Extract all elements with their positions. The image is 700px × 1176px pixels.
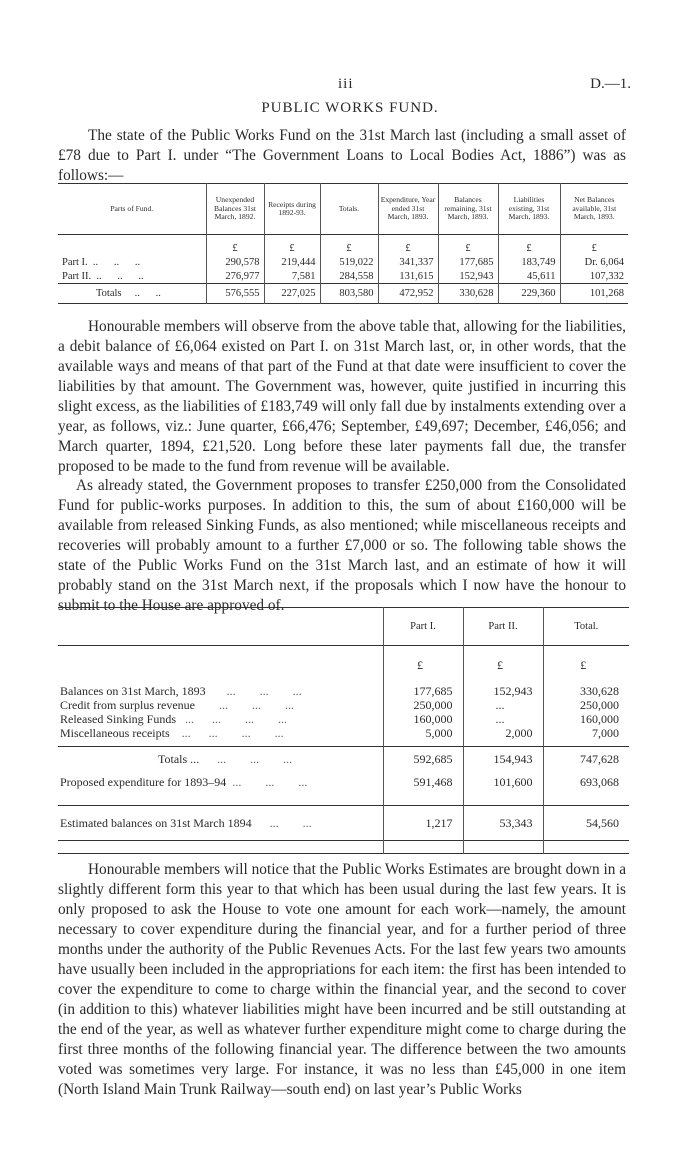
table-row — [58, 684, 629, 698]
row-label: Part II. .. .. .. — [62, 270, 144, 282]
currency-symbol: £ — [383, 646, 463, 685]
page-header — [0, 76, 700, 98]
row-label: Part I. .. .. .. — [62, 256, 141, 268]
intro-paragraph: The state of the Public Works Fund on the 31st March last (including a small asset of £78 due to Part I. under “The Government Loans to Local Bodies Act, 1886”) was as follows:— — [58, 127, 626, 184]
table-row — [58, 698, 629, 712]
table-row — [58, 269, 628, 284]
table-cell: 472,952 — [378, 284, 438, 304]
table-cell: 53,343 — [463, 806, 543, 841]
leader-dots: ... ... ... ... — [181, 725, 284, 740]
currency-symbol: £ — [463, 646, 543, 685]
fund-estimate-table — [58, 607, 629, 854]
totals-row — [58, 284, 628, 304]
table-cell: 131,615 — [378, 269, 438, 284]
row-label: Totals ... — [158, 751, 200, 766]
currency-symbol: £ — [206, 235, 264, 256]
table-cell: 107,332 — [560, 269, 628, 284]
table-cell: 519,022 — [320, 255, 378, 269]
section-title: PUBLIC WORKS FUND. — [261, 100, 439, 116]
row-label: Credit from surplus revenue — [60, 697, 195, 712]
table-row — [58, 712, 629, 726]
leader-dots: ... ... ... ... — [185, 711, 287, 726]
column-header: Parts of Fund. — [110, 203, 154, 213]
table-cell: 576,555 — [206, 284, 264, 304]
currency-symbol: £ — [264, 235, 320, 256]
table-cell: 101,268 — [560, 284, 628, 304]
currency-symbol: £ — [560, 235, 628, 256]
body-paragraph: As already stated, the Government proposes to transfer £250,000 from the Consolidated Fund for public-works purposes. In addition to this, the sum of about £160,000 will be available from released Sinking Funds, as also mentioned; while miscellaneous receipts and recoveries will probably amount to a further £7,000 or so. The following table shows the state of the Public Works Fund on the 31st March last, and an estimate of how it will probably stand on the 31st March next, if the proposals which I now have the honour to submit to the House are approved of. — [58, 477, 626, 614]
leader-dots: ... ... ... — [232, 774, 308, 789]
row-label: Proposed expenditure for 1893–94 — [60, 774, 227, 789]
column-header: Receipts during 1892-93. — [264, 184, 320, 235]
column-header: Net Balances available, 31st March, 1893. — [560, 184, 628, 235]
table-cell: 54,560 — [543, 806, 629, 841]
table-cell: 177,685 — [383, 684, 463, 698]
column-header: Expenditure, Year ended 31st March, 1893. — [378, 184, 438, 235]
table-cell: 219,444 — [264, 255, 320, 269]
table-header-row — [58, 184, 628, 235]
leader-dots: ... ... ... — [217, 751, 293, 766]
page-number: iii — [338, 76, 354, 92]
totals-row — [58, 747, 629, 772]
table-cell: 330,628 — [543, 684, 629, 698]
column-header — [58, 608, 383, 646]
estimated-balances-row — [58, 806, 629, 841]
column-header: Unexpended Balances 31st March, 1892. — [206, 184, 264, 235]
table-cell: 177,685 — [438, 255, 498, 269]
table-cell: 330,628 — [438, 284, 498, 304]
table-cell: 152,943 — [463, 684, 543, 698]
table-cell: 803,580 — [320, 284, 378, 304]
table-cell: 747,628 — [543, 747, 629, 772]
leader-dots: ... ... ... — [218, 697, 294, 712]
table-cell: 45,611 — [498, 269, 560, 284]
currency-row — [58, 235, 628, 256]
column-header: Part II. — [463, 608, 543, 646]
table-cell: 7,581 — [264, 269, 320, 284]
table-cell: 152,943 — [438, 269, 498, 284]
table-row — [58, 726, 629, 740]
body-paragraph: Honourable members will notice that the Public Works Estimates are brought down in a slightly different form this year to that which has been usual during the last few years. It is only proposed to ask the House to vote one amount for each work—namely, the amount necessary to cover expenditure during the financial year, and for a further period of three months under the authority of the Public Revenues Acts. For the last few years two amounts have usually been included in the appropriations for each item: the first has been intended to cover the expenditure to come to charge within the financial year, and the second to cover (in addition to this) whatever liabilities might have been incurred and be still outstanding at the end of the year, as well as whatever further expenditure might come to charge during the first three months of the following financial year. The difference between the two amounts voted was sometimes very large. For instance, it was no less than £45,000 in one item (North Island Main Trunk Railway—south end) on last year’s Public Works — [58, 861, 626, 1098]
currency-symbol: £ — [543, 646, 629, 685]
table-cell: 154,943 — [463, 747, 543, 772]
row-label: Balances on 31st March, 1893 — [60, 683, 206, 698]
table-cell: 591,468 — [383, 771, 463, 793]
fund-state-table — [58, 183, 628, 304]
currency-symbol: £ — [498, 235, 560, 256]
table-cell: 160,000 — [383, 712, 463, 726]
table-cell: 592,685 — [383, 747, 463, 772]
column-header: Totals. — [320, 184, 378, 235]
document-reference: D.—1. — [590, 76, 631, 92]
column-header: Part I. — [383, 608, 463, 646]
column-header: Liabilities existing, 31st March, 1893. — [498, 184, 560, 235]
proposed-expenditure-row — [58, 771, 629, 793]
table-cell: 250,000 — [383, 698, 463, 712]
table-cell: 5,000 — [383, 726, 463, 740]
table-cell: 284,558 — [320, 269, 378, 284]
table-cell: 101,600 — [463, 771, 543, 793]
body-paragraph: Honourable members will observe from the above table that, allowing for the liabilities, a debit balance of £6,064 existed on Part I. on 31st March last, or, in other words, that the available ways and means of that part of the Fund at that date were insufficient to cover the liabilities by that amount. The Government was, however, quite justified in incurring this slight excess, as the liabilities of £183,749 will only fall due by instalments extending over a year, as follows, viz.: June quarter, £66,476; September, £49,697; December, £46,056; and March quarter, 1894, £21,520. Long before these later payments fall due, the transfer proposed to be made to the fund from revenue will be available. — [58, 318, 626, 475]
currency-row — [58, 646, 629, 685]
table-cell: 7,000 — [543, 726, 629, 740]
table-cell: 2,000 — [463, 726, 543, 740]
table-cell: 227,025 — [264, 284, 320, 304]
table-cell: ... — [463, 712, 543, 726]
table-cell: Dr. 6,064 — [560, 255, 628, 269]
table-cell: 229,360 — [498, 284, 560, 304]
currency-symbol: £ — [320, 235, 378, 256]
row-label: Miscellaneous receipts — [60, 725, 170, 740]
currency-symbol: £ — [378, 235, 438, 256]
row-label: Released Sinking Funds — [60, 711, 176, 726]
table-cell: 341,337 — [378, 255, 438, 269]
column-header: Balances remaining, 31st March, 1893. — [438, 184, 498, 235]
table-cell: 160,000 — [543, 712, 629, 726]
currency-symbol: £ — [438, 235, 498, 256]
table-header-row — [58, 608, 629, 646]
table-cell: 1,217 — [383, 806, 463, 841]
table-cell: 693,068 — [543, 771, 629, 793]
table-cell: 276,977 — [206, 269, 264, 284]
table-cell: 183,749 — [498, 255, 560, 269]
row-label: Estimated balances on 31st March 1894 — [60, 815, 252, 830]
leader-dots: ... ... ... — [226, 683, 302, 698]
column-header: Total. — [543, 608, 629, 646]
table-cell: 290,578 — [206, 255, 264, 269]
table-row — [58, 255, 628, 269]
leader-dots: ... ... — [269, 815, 312, 830]
row-label: Totals .. .. — [96, 288, 161, 299]
table-cell: 250,000 — [543, 698, 629, 712]
table-cell: ... — [463, 698, 543, 712]
